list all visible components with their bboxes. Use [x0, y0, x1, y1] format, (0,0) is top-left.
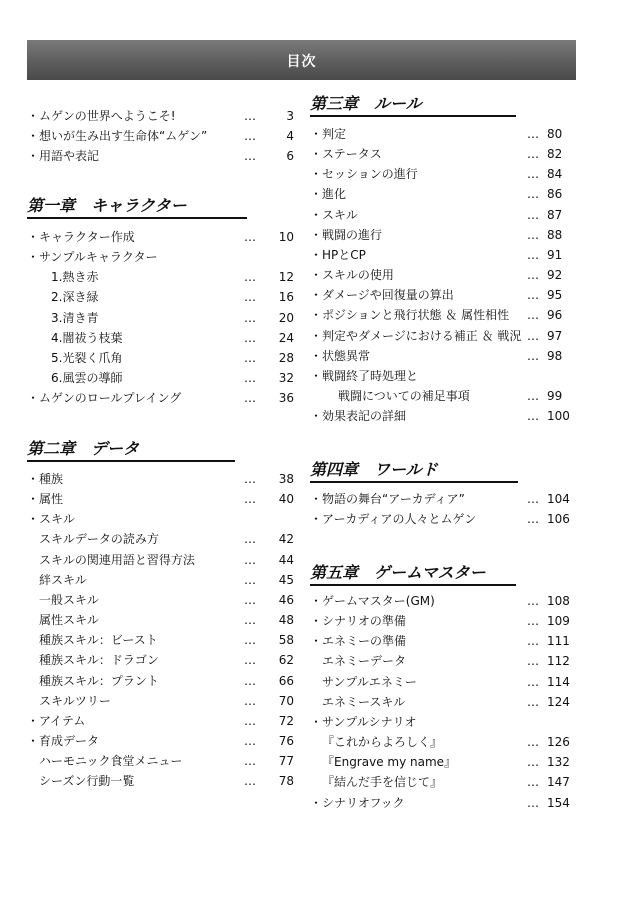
toc-page-number: 95	[547, 288, 563, 303]
toc-page-number: 62	[278, 653, 294, 668]
toc-entry-label: 4.闇祓う枝葉	[51, 330, 123, 345]
toc-page-number: 3	[286, 109, 294, 123]
toc-entry[interactable]	[27, 671, 297, 691]
toc-entry-page	[244, 287, 312, 307]
toc-entry-label: 6.風雲の導師	[51, 371, 123, 386]
toc-leader-dots: …	[244, 592, 256, 607]
toc-entry-page	[527, 752, 583, 772]
toc-entry-page	[244, 671, 312, 691]
toc-leader-dots: …	[244, 109, 256, 123]
toc-entry-label: ・スキル	[27, 512, 75, 527]
toc-page-number: 126	[547, 735, 570, 750]
toc-entry-label: ・戦闘終了時処理と	[310, 368, 419, 383]
toc-page-number: 98	[547, 348, 563, 363]
toc-leader-dots: …	[244, 330, 256, 345]
toc-entry-page	[244, 348, 312, 368]
toc-entry-page	[527, 793, 583, 813]
chapter-underline	[310, 115, 516, 117]
toc-entry-label: 絆スキル	[39, 572, 87, 587]
toc-leader-dots: …	[244, 613, 256, 628]
toc-entry[interactable]	[310, 346, 576, 366]
toc-leader-dots: …	[244, 230, 256, 244]
toc-entry[interactable]	[27, 731, 297, 751]
toc-leader-dots: …	[244, 290, 256, 305]
toc-leader-dots: …	[527, 614, 539, 629]
toc-leader-dots: …	[244, 492, 256, 507]
toc-entry[interactable]	[27, 711, 297, 731]
toc-entry-label: 『これからよろしく』	[322, 735, 443, 750]
toc-leader-dots: …	[527, 594, 539, 608]
toc-entry[interactable]	[310, 651, 576, 671]
toc-entry-label: ・アーカディアの人々とムゲン	[310, 512, 477, 527]
toc-entry-page	[527, 305, 583, 325]
toc-leader-dots: …	[527, 247, 539, 262]
toc-entry-page	[527, 591, 583, 611]
toc-entry-label: 1.熱き赤	[51, 270, 99, 285]
toc-leader-dots: …	[527, 654, 539, 669]
toc-page-number: 96	[547, 308, 563, 323]
toc-entry[interactable]	[27, 328, 297, 348]
toc-entry-label: ・HPとCP	[310, 247, 366, 262]
toc-entry-label: ・進化	[310, 187, 347, 202]
toc-entry-page	[244, 106, 312, 126]
toc-entry-page	[527, 164, 583, 184]
toc-leader-dots: …	[527, 409, 539, 424]
toc-entry-page	[527, 386, 583, 406]
toc-entry-page	[244, 328, 312, 348]
toc-entry[interactable]	[310, 245, 576, 265]
toc-leader-dots: …	[244, 754, 256, 769]
toc-entry[interactable]	[27, 348, 297, 368]
toc-entry[interactable]	[27, 691, 297, 711]
toc-entry[interactable]	[27, 227, 297, 247]
toc-entry[interactable]	[310, 406, 576, 426]
toc-entry-page	[244, 570, 312, 590]
toc-entry[interactable]	[27, 146, 297, 166]
toc-leader-dots: …	[527, 795, 539, 810]
chapter-heading[interactable]: 第三章 ルール	[310, 94, 422, 113]
page-title: 目次	[286, 54, 317, 70]
toc-page-number: 38	[278, 472, 294, 486]
toc-entry[interactable]	[310, 692, 576, 712]
toc-entry-label: 属性スキル	[39, 613, 99, 628]
toc-entry-label: ・エネミーの準備	[310, 634, 407, 649]
toc-title-bar	[27, 40, 576, 80]
toc-entry-page	[244, 529, 312, 549]
toc-entry-label: 戦闘についての補足事項	[338, 388, 470, 403]
toc-leader-dots: …	[527, 388, 539, 403]
toc-entry-page	[527, 245, 583, 265]
toc-entry-label: 一般スキル	[39, 592, 99, 607]
toc-entry-page	[527, 124, 583, 144]
toc-entry-label: スキルデータの読み方	[39, 532, 159, 547]
toc-page-number: 97	[547, 328, 563, 343]
toc-page-number: 40	[278, 492, 294, 507]
toc-entry-page	[527, 406, 583, 426]
toc-entry-page	[244, 630, 312, 650]
toc-leader-dots: …	[244, 633, 256, 648]
toc-entry-label: 種族スキル：ドラゴン	[39, 653, 159, 668]
toc-entry[interactable]	[27, 308, 297, 328]
toc-entry-label: ・用語や表記	[27, 149, 100, 163]
toc-leader-dots: …	[244, 733, 256, 748]
toc-page-number: 76	[278, 733, 294, 748]
toc-entry-label: ・戦闘の進行	[310, 227, 383, 242]
toc-leader-dots: …	[527, 167, 539, 182]
toc-page-number: 4	[286, 129, 294, 143]
toc-entry-label: 種族スキル：ビースト	[39, 633, 158, 648]
toc-page-number: 12	[278, 270, 294, 285]
toc-leader-dots: …	[527, 348, 539, 363]
toc-entry-page	[527, 732, 583, 752]
toc-entry[interactable]	[310, 793, 576, 813]
toc-entry[interactable]	[27, 509, 297, 529]
toc-page-number: 92	[547, 268, 563, 283]
toc-page-number: 106	[547, 512, 570, 527]
toc-entry[interactable]	[27, 489, 297, 509]
toc-entry-page	[244, 711, 312, 731]
toc-entry-page	[244, 550, 312, 570]
toc-leader-dots: …	[244, 532, 256, 547]
toc-entry[interactable]	[310, 611, 576, 631]
toc-entry[interactable]	[310, 509, 576, 529]
toc-entry[interactable]	[27, 751, 297, 771]
toc-page-number: 46	[278, 592, 294, 607]
toc-entry-page	[244, 771, 312, 791]
toc-entry-page	[527, 205, 583, 225]
toc-leader-dots: …	[244, 129, 256, 143]
toc-entry-page	[244, 368, 312, 388]
toc-page-number: 114	[547, 674, 570, 689]
toc-entry-page	[527, 265, 583, 285]
toc-page-number: 66	[278, 673, 294, 688]
toc-page-number: 20	[278, 310, 294, 325]
toc-page-number: 104	[547, 492, 570, 506]
toc-leader-dots: …	[244, 149, 256, 163]
toc-entry-label: ・判定やダメージにおける補正 ＆ 戦況	[310, 328, 522, 343]
toc-entry-label: サンプルエネミー	[322, 674, 417, 689]
toc-entry-page	[527, 692, 583, 712]
toc-page-number: 16	[278, 290, 294, 305]
toc-entry[interactable]	[310, 205, 576, 225]
toc-entry-label: 3.清き青	[51, 310, 99, 325]
toc-entry[interactable]	[310, 752, 576, 772]
toc-entry-page	[244, 146, 312, 166]
toc-page-number: 132	[547, 755, 570, 770]
toc-entry-page	[527, 225, 583, 245]
toc-leader-dots: …	[527, 735, 539, 750]
toc-entry-page	[244, 126, 312, 146]
toc-entry-page	[244, 731, 312, 751]
toc-entry[interactable]	[310, 672, 576, 692]
toc-entry-label: ・アイテム	[27, 713, 86, 728]
toc-entry-page	[527, 184, 583, 204]
toc-page-number: 6	[286, 149, 294, 163]
toc-entry-page	[244, 227, 312, 247]
toc-page-number: 32	[278, 371, 294, 386]
toc-entry-label: ・ポジションと飛行状態 ＆ 属性相性	[310, 308, 510, 323]
toc-entry-page	[527, 672, 583, 692]
toc-entry-label: ・物語の舞台“アーカディア”	[310, 492, 465, 506]
toc-leader-dots: …	[244, 713, 256, 728]
toc-entry[interactable]	[27, 590, 297, 610]
toc-entry-label: ・種族	[27, 472, 64, 486]
toc-entry[interactable]	[27, 247, 297, 267]
toc-leader-dots: …	[244, 391, 256, 406]
toc-page-number: 87	[547, 207, 563, 222]
toc-entry-label: ・ダメージや回復量の算出	[310, 288, 454, 303]
toc-entry[interactable]	[310, 225, 576, 245]
toc-entry-page	[527, 489, 583, 509]
toc-page-number: 147	[547, 775, 570, 790]
toc-entry[interactable]	[310, 732, 576, 752]
toc-page-number: 80	[547, 127, 563, 141]
toc-page-number: 78	[278, 774, 294, 789]
toc-entry[interactable]	[310, 326, 576, 346]
toc-leader-dots: …	[527, 147, 539, 162]
toc-entry-page	[527, 631, 583, 651]
toc-page-number: 42	[278, 532, 294, 547]
toc-page-number: 111	[547, 634, 570, 649]
toc-entry[interactable]	[27, 287, 297, 307]
toc-leader-dots: …	[244, 310, 256, 325]
toc-entry-label: ・想いが生み出す生命体“ムゲン”	[27, 129, 208, 143]
toc-leader-dots: …	[244, 673, 256, 688]
toc-leader-dots: …	[527, 775, 539, 790]
toc-leader-dots: …	[244, 572, 256, 587]
toc-entry-label: ・スキルの使用	[310, 268, 394, 283]
toc-entry-label: 『結んだ手を信じて』	[322, 775, 443, 790]
chapter-underline	[27, 217, 247, 219]
toc-entry-page	[244, 489, 312, 509]
chapter-heading[interactable]: 第五章 ゲームマスター	[310, 563, 486, 582]
toc-entry[interactable]	[27, 106, 297, 126]
toc-entry-page	[244, 610, 312, 630]
toc-entry-page	[527, 611, 583, 631]
toc-page-number: 99	[547, 388, 563, 403]
toc-entry[interactable]	[27, 550, 297, 570]
toc-page-number: 48	[278, 613, 294, 628]
toc-entry-page	[527, 326, 583, 346]
toc-entry[interactable]	[310, 489, 576, 509]
toc-entry-label: エネミーデータ	[322, 654, 407, 669]
toc-entry[interactable]	[310, 386, 576, 406]
toc-entry-label: エネミースキル	[322, 694, 406, 709]
toc-entry-page	[244, 308, 312, 328]
toc-entry-label: ・ステータス	[310, 147, 382, 162]
toc-leader-dots: …	[244, 774, 256, 789]
toc-leader-dots: …	[244, 350, 256, 365]
toc-entry[interactable]	[310, 305, 576, 325]
chapter-underline	[27, 460, 235, 462]
chapter-heading[interactable]: 第四章 ワールド	[310, 460, 438, 479]
toc-entry[interactable]	[27, 771, 297, 791]
toc-page-number: 109	[547, 614, 570, 629]
toc-entry[interactable]	[310, 712, 576, 732]
toc-page-number: 124	[547, 694, 570, 709]
toc-page-number: 24	[278, 330, 294, 345]
toc-entry-page	[244, 267, 312, 287]
toc-leader-dots: …	[527, 328, 539, 343]
toc-entry[interactable]	[310, 184, 576, 204]
toc-entry-page	[527, 285, 583, 305]
toc-page-number: 82	[547, 147, 563, 162]
chapter-underline	[310, 481, 518, 483]
toc-entry[interactable]	[27, 469, 297, 489]
toc-entry-page	[244, 590, 312, 610]
toc-entry[interactable]	[310, 772, 576, 792]
toc-entry-page	[244, 691, 312, 711]
toc-entry-page	[244, 650, 312, 670]
toc-page-number: 72	[278, 713, 294, 728]
toc-entry-label: ・キャラクター作成	[27, 230, 135, 244]
toc-entry[interactable]	[27, 368, 297, 388]
toc-page-number: 100	[547, 409, 570, 424]
toc-entry[interactable]	[310, 591, 576, 611]
toc-entry-label: ハーモニック食堂メニュー	[39, 754, 183, 769]
toc-leader-dots: …	[527, 674, 539, 689]
toc-leader-dots: …	[244, 472, 256, 486]
toc-leader-dots: …	[527, 694, 539, 709]
toc-entry[interactable]	[27, 267, 297, 287]
toc-entry-page	[527, 144, 583, 164]
toc-page-number: 28	[278, 350, 294, 365]
chapter-underline	[310, 584, 516, 586]
toc-entry-label: ・サンプルキャラクター	[27, 250, 158, 265]
toc-leader-dots: …	[527, 634, 539, 649]
toc-leader-dots: …	[527, 207, 539, 222]
toc-entry-label: ・効果表記の詳細	[310, 409, 407, 424]
toc-leader-dots: …	[527, 512, 539, 527]
toc-page-number: 86	[547, 187, 563, 202]
toc-page-number: 45	[278, 572, 294, 587]
toc-page-number: 10	[278, 230, 294, 244]
toc-leader-dots: …	[527, 755, 539, 770]
toc-entry[interactable]	[27, 650, 297, 670]
toc-page-number: 88	[547, 227, 563, 242]
toc-entry[interactable]	[310, 124, 576, 144]
toc-entry-label: ・ムゲンの世界へようこそ!	[27, 109, 176, 123]
toc-entry-page	[244, 469, 312, 489]
toc-entry[interactable]	[310, 265, 576, 285]
toc-leader-dots: …	[244, 270, 256, 285]
toc-leader-dots: …	[527, 492, 539, 506]
toc-entry-label: ・ゲームマスター(GM)	[310, 594, 435, 608]
toc-entry-page	[527, 346, 583, 366]
toc-entry[interactable]	[27, 570, 297, 590]
toc-entry-label: スキルの関連用語と習得方法	[39, 552, 195, 567]
toc-entry-label: ・サンプルシナリオ	[310, 714, 417, 729]
chapter-heading[interactable]: 第二章 データ	[27, 439, 140, 458]
toc-page-number: 108	[547, 594, 570, 608]
toc-entry-label: ・属性	[27, 492, 64, 507]
toc-page-number: 77	[278, 754, 294, 769]
toc-entry-label: ・育成データ	[27, 733, 100, 748]
toc-entry-page	[527, 772, 583, 792]
toc-entry-label: ・状態異常	[310, 348, 371, 363]
toc-leader-dots: …	[244, 371, 256, 386]
toc-entry-label: 種族スキル：プラント	[39, 673, 159, 688]
toc-entry-label: 5.光裂く爪角	[51, 350, 123, 365]
toc-entry-page	[244, 751, 312, 771]
toc-entry-label: 『Engrave my name』	[322, 755, 457, 770]
toc-entry[interactable]	[310, 144, 576, 164]
chapter-heading[interactable]: 第一章 キャラクター	[27, 196, 187, 215]
toc-entry-page	[527, 651, 583, 671]
toc-leader-dots: …	[244, 653, 256, 668]
toc-entry[interactable]	[310, 366, 576, 386]
toc-entry[interactable]	[310, 164, 576, 184]
toc-page-number: 70	[278, 693, 294, 708]
toc-entry-label: スキルツリー	[39, 693, 111, 708]
toc-entry-page	[244, 388, 312, 408]
toc-leader-dots: …	[527, 187, 539, 202]
toc-leader-dots: …	[527, 308, 539, 323]
toc-entry-label: ・シナリオフック	[310, 795, 405, 810]
toc-page-number: 58	[278, 633, 294, 648]
toc-entry[interactable]	[27, 630, 297, 650]
toc-entry-label: 2.深き緑	[51, 290, 99, 305]
toc-entry-label: ・スキル	[310, 207, 358, 222]
toc-page-number: 112	[547, 654, 570, 669]
toc-entry[interactable]	[310, 285, 576, 305]
toc-page-number: 44	[278, 552, 294, 567]
toc-entry-label: ・シナリオの準備	[310, 614, 406, 629]
toc-entry-label: ・ムゲンのロールプレイング	[27, 391, 182, 406]
toc-page-number: 91	[547, 247, 563, 262]
toc-leader-dots: …	[244, 552, 256, 567]
toc-entry[interactable]	[27, 388, 297, 408]
toc-leader-dots: …	[244, 693, 256, 708]
toc-entry-page	[527, 509, 583, 529]
toc-leader-dots: …	[527, 268, 539, 283]
toc-entry[interactable]	[27, 126, 297, 146]
toc-entry[interactable]	[27, 610, 297, 630]
toc-page-number: 84	[547, 167, 563, 182]
toc-page-number: 154	[547, 795, 570, 810]
toc-leader-dots: …	[527, 288, 539, 303]
toc-entry-label: シーズン行動一覧	[39, 774, 135, 789]
toc-leader-dots: …	[527, 127, 539, 141]
toc-entry-label: ・セッションの進行	[310, 167, 418, 182]
toc-entry[interactable]	[27, 529, 297, 549]
toc-leader-dots: …	[527, 227, 539, 242]
toc-entry[interactable]	[310, 631, 576, 651]
toc-entry-label: ・判定	[310, 127, 347, 141]
toc-page-number: 36	[278, 391, 294, 406]
